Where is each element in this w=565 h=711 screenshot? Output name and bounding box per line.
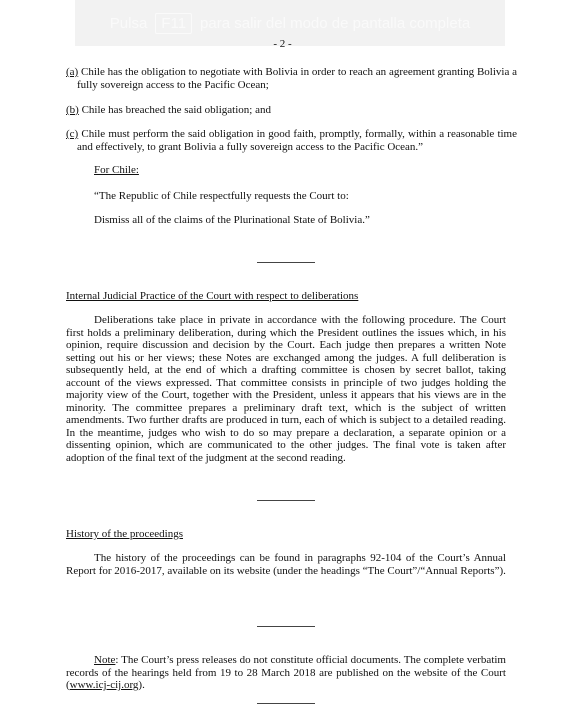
note-label: Note [94,654,116,666]
claim-text: Chile must perform the said obligation in good faith, promptly, formally, within a reasonable time and effectively, to grant Bolivia a fully sovereign access to the Pacific Ocean.” [77,128,517,153]
overlay-prefix: Pulsa [109,14,148,32]
claim-c [66,128,517,153]
separator-line [257,703,315,704]
claim-a [66,66,517,91]
separator-line [257,626,315,627]
claim-label: (b) [66,104,79,116]
for-chile-dismiss: Dismiss all of the claims of the Plurinational State of Bolivia.” [94,214,370,226]
history-heading: History of the proceedings [66,528,183,540]
icj-website-link[interactable]: www.icj-cij.org [69,679,139,691]
claim-text: Chile has breached the said obligation; and [81,104,271,116]
for-chile-heading: For Chile: [94,164,139,176]
press-note [66,654,506,692]
claim-b [66,104,517,117]
page-number: - 2 - [273,38,292,50]
overlay-suffix: para salir del modo de pantalla completa [200,14,471,32]
claim-text: Chile has the obligation to negotiate with Bolivia in order to reach an agreement granting Bolivia a fully sovereign access to the Pacific Ocean; [77,66,517,91]
history-body: The history of the proceedings can be found in paragraphs 92-104 of the Court’s Annual Report for 2016-2017, available on its website (under the headings “The Court”/“Annual Reports”). [66,552,506,577]
for-chile-request: “The Republic of Chile respectfully requests the Court to: [94,190,349,202]
overlay-key: F11 [155,13,192,34]
note-text: : The Court’s press releases do not constitute official documents. The complete verbatim records of the hearings held from 19 to 28 March 2018 are published on the website of the Court ( [66,654,506,691]
note-text-end: ). [138,679,145,691]
deliberations-body: Deliberations take place in private in accordance with the following procedure. The Court first holds a preliminary deliberation, during which the President outlines the issues which, in his opinion, require discussion and decision by the Court. Each judge then prepares a written Note setting out his or her views; these Notes are exchanged among the judges. A full deliberation is subsequently held, at the end of which a drafting committee is chosen by secret ballot, taking account of the views expressed. That committee consists in principle of two judges holding the majority view of the Court, together with the President, unless it appears that his views are in the minority. The committee prepares a preliminary draft text, which is the subject of written amendments. Two further drafts are produced in turn, each of which is subject to a detailed reading. In the meantime, judges who wish to do so may prepare a declaration, a separate opinion or a dissenting opinion, which are communicated to the other judges. The final vote is taken after adoption of the final text of the judgment at the second reading. [66,314,506,464]
separator-line [257,262,315,263]
claim-label: (a) [66,66,79,78]
deliberations-heading: Internal Judicial Practice of the Court with respect to deliberations [66,290,359,302]
claim-label: (c) [66,128,79,140]
separator-line [257,500,315,501]
